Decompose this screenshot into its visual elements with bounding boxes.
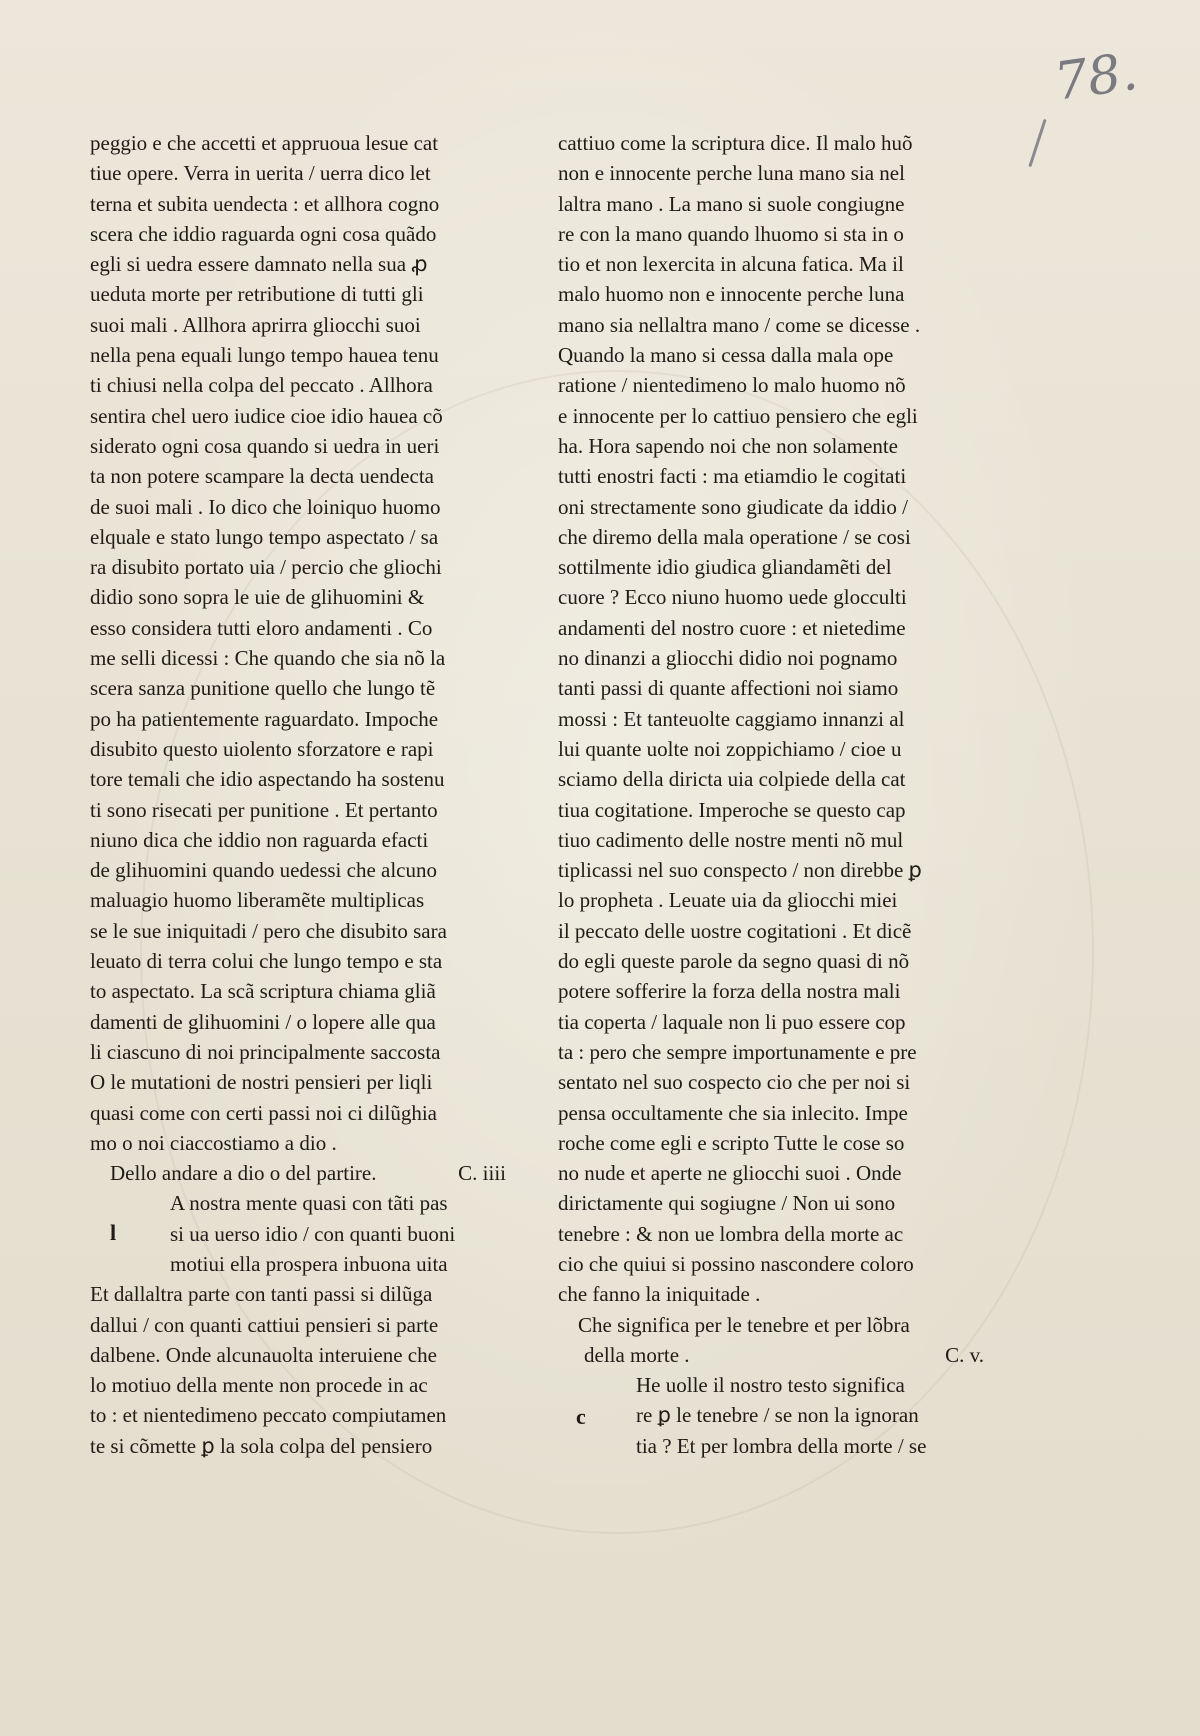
text-line: to aspectato. La scã scriptura chiama gliã — [90, 979, 436, 1004]
text-line: maluagio huomo liberamẽte multiplicas — [90, 888, 425, 913]
text-line: cuore ? Ecco niuno huomo uede glocculti — [558, 585, 907, 610]
text-line: O le mutationi de nostri pensieri per liqli — [90, 1070, 433, 1095]
text-line: si ua uerso idio / con quanti buoni — [170, 1221, 456, 1246]
text-line: tia ? Et per lombra della morte / se — [636, 1433, 927, 1458]
text-line: ueduta morte per retributione di tutti gli — [90, 282, 424, 307]
text-line: lo motiuo della mente non procede in ac — [90, 1373, 428, 1398]
text-line: egli si uedra essere damnato nella sua ꝓ — [90, 252, 428, 277]
text-line: li ciascuno di noi principalmente saccosta — [90, 1039, 441, 1064]
text-line: andamenti del nostro cuore : et nietedime — [558, 615, 906, 640]
text-line: ratione / nientedimeno lo malo huomo nõ — [558, 373, 906, 398]
text-line: Et dallaltra parte con tanti passi si dilũga — [90, 1282, 433, 1307]
text-line: tanti passi di quante affectioni noi siamo — [558, 676, 899, 701]
text-line: terna et subita uendecta : et allhora cogno — [90, 191, 440, 216]
text-line: re ꝑ le tenebre / se non la ignoran — [636, 1403, 919, 1428]
text-line: ha. Hora sapendo noi che non solamente — [558, 433, 898, 458]
text-line: no dinanzi a gliocchi didio noi pognamo — [558, 646, 898, 671]
text-line: motiui ella prospera inbuona uita — [170, 1251, 448, 1276]
text-line: tia coperta / laquale non li puo essere cop — [558, 1009, 906, 1034]
text-line: nella pena equali lungo tempo hauea tenu — [90, 343, 439, 368]
text-line: do egli queste parole da segno quasi di nõ — [558, 949, 910, 974]
right-chapter-heading-line-1: Che significa per le tenebre et per lõbra — [578, 1312, 910, 1337]
text-line: mossi : Et tanteuolte caggiamo innanzi al — [558, 706, 905, 731]
text-line: peggio e che accetti et appruoua lesue cat — [90, 131, 439, 155]
text-line: re con la mano quando lhuomo si sta in o — [558, 221, 904, 246]
text-line: tio et non lexercita in alcuna fatica. Ma il — [558, 252, 904, 277]
text-line: tiua cogitatione. Imperoche se questo cap — [558, 797, 906, 822]
text-line: cattiuo come la scriptura dice. Il malo huõ — [558, 131, 913, 155]
text-line: lo propheta . Leuate uia da gliocchi miei — [558, 888, 898, 913]
text-line: esso considera tutti eloro andamenti . Co — [90, 615, 433, 640]
right-paragraph — [558, 128, 988, 1310]
text-line: pensa occultamente che sia inlecito. Impe — [558, 1100, 908, 1125]
text-line: ta : pero che sempre importunamente e pre — [558, 1039, 917, 1064]
text-line: no nude et aperte ne gliocchi suoi . Onde — [558, 1161, 902, 1186]
text-line: quasi come con certi passi noi ci dilũghia — [90, 1100, 437, 1125]
text-line: roche come egli e scripto Tutte le cose so — [558, 1130, 905, 1155]
text-line: niuno dica che iddio non raguarda efacti — [90, 827, 429, 852]
text-line: tiuo cadimento delle nostre menti nõ mul — [558, 827, 904, 852]
text-line: de glihuomini quando uedessi che alcuno — [90, 858, 438, 883]
text-line: sentira chel uero iudice cioe idio hauea cõ — [90, 403, 443, 428]
text-line: e innocente per lo cattiuo pensiero che egli — [558, 403, 918, 428]
text-line: tiplicassi nel suo conspecto / non direbbe ꝑ — [558, 858, 922, 883]
text-line: elquale e stato lungo tempo aspectato / sa — [90, 524, 439, 549]
text-line: sottilmente idio giudica gliandamẽti del — [558, 555, 892, 580]
text-line: lui quante uolte noi zoppichiamo / cioe u — [558, 736, 902, 761]
text-line: po ha patientemente raguardato. Impoche — [90, 706, 439, 731]
right-chapter-title-end: della morte . — [584, 1342, 690, 1367]
text-line: ta non potere scampare la decta uendecta — [90, 464, 434, 489]
right-initial-block — [558, 1370, 988, 1461]
text-line: tiue opere. Verra in uerita / uerra dico let — [90, 161, 431, 186]
left-paragraph-continued — [90, 1279, 510, 1461]
right-text-column — [558, 128, 988, 1461]
text-line: cio che quiui si possino nascondere coloro — [558, 1251, 914, 1276]
left-paragraph — [90, 128, 510, 1158]
left-text-column — [90, 128, 510, 1461]
text-line: che fanno la iniquitade . — [558, 1282, 761, 1307]
text-line: dallui / con quanti cattiui pensieri si parte — [90, 1312, 439, 1337]
text-line: He uolle il nostro testo significa — [636, 1373, 905, 1398]
text-line: tutti enostri facti : ma etiamdio le cogitati — [558, 464, 907, 489]
left-initial-block — [90, 1188, 510, 1279]
left-guide-letter: l — [110, 1220, 117, 1246]
text-line: damenti de glihuomini / o lopere alle qua — [90, 1009, 436, 1034]
text-line: ti sono risecati per punitione . Et pertanto — [90, 797, 438, 822]
right-guide-letter: c — [576, 1404, 586, 1430]
text-line: scera che iddio raguarda ogni cosa quãdo — [90, 221, 437, 246]
text-line: me selli dicessi : Che quando che sia nõ la — [90, 646, 446, 671]
text-line: mano sia nellaltra mano / come se dicesse . — [558, 312, 921, 337]
text-line: tenebre : & non ue lombra della morte ac — [558, 1221, 904, 1246]
left-chapter-title: Dello andare a dio o del partire. — [110, 1161, 377, 1186]
text-line: scera sanza punitione quello che lungo tẽ — [90, 676, 436, 701]
right-chapter-heading-line-2 — [558, 1340, 988, 1370]
text-line: siderato ogni cosa quando si uedra in ueri — [90, 433, 440, 458]
text-line: dirictamente qui sogiugne / Non ui sono — [558, 1191, 896, 1216]
pencil-stroke — [1028, 119, 1046, 167]
text-line: non e innocente perche luna mano sia nel — [558, 161, 905, 186]
text-line: laltra mano . La mano si suole congiugne — [558, 191, 905, 216]
text-line: leuato di terra colui che lungo tempo e sta — [90, 949, 443, 974]
left-chapter-heading — [90, 1158, 510, 1188]
text-line: ra disubito portato uia / percio che gliochi — [90, 555, 442, 580]
text-line: che diremo della mala operatione / se cosi — [558, 524, 911, 549]
text-line: to : et nientedimeno peccato compiutamen — [90, 1403, 447, 1428]
text-line: suoi mali . Allhora aprirra gliocchi suoi — [90, 312, 421, 337]
text-line: sentato nel suo cospecto cio che per noi si — [558, 1070, 911, 1095]
text-line: Quando la mano si cessa dalla mala ope — [558, 343, 894, 368]
text-line: potere sofferire la forza della nostra mali — [558, 979, 901, 1004]
text-line: malo huomo non e innocente perche luna — [558, 282, 905, 307]
text-line: te si cõmette ꝑ la sola colpa del pensiero — [90, 1433, 433, 1458]
text-line: A nostra mente quasi con tãti pas — [170, 1191, 448, 1216]
folio-number: 78. — [1050, 41, 1142, 113]
text-line: il peccato delle uostre cogitationi . Et dicẽ — [558, 918, 912, 943]
text-line: ti chiusi nella colpa del peccato . Allhora — [90, 373, 433, 398]
left-chapter-number: C. iiii — [458, 1161, 506, 1186]
text-line: sciamo della diricta uia colpiede della cat — [558, 767, 906, 792]
text-line: dalbene. Onde alcunauolta interuiene che — [90, 1342, 437, 1367]
text-line: tore temali che idio aspectando ha sostenu — [90, 767, 445, 792]
text-line: mo o noi ciaccostiamo a dio . — [90, 1130, 337, 1155]
right-chapter-number: C. v. — [945, 1342, 984, 1367]
text-line: de suoi mali . Io dico che loiniquo huomo — [90, 494, 441, 519]
text-line: didio sono sopra le uie de glihuomini & — [90, 585, 425, 610]
text-line: oni strectamente sono giudicate da iddio / — [558, 494, 908, 519]
text-line: se le sue iniquitadi / pero che disubito sara — [90, 918, 447, 943]
text-line: disubito questo uiolento sforzatore e rapi — [90, 736, 434, 761]
